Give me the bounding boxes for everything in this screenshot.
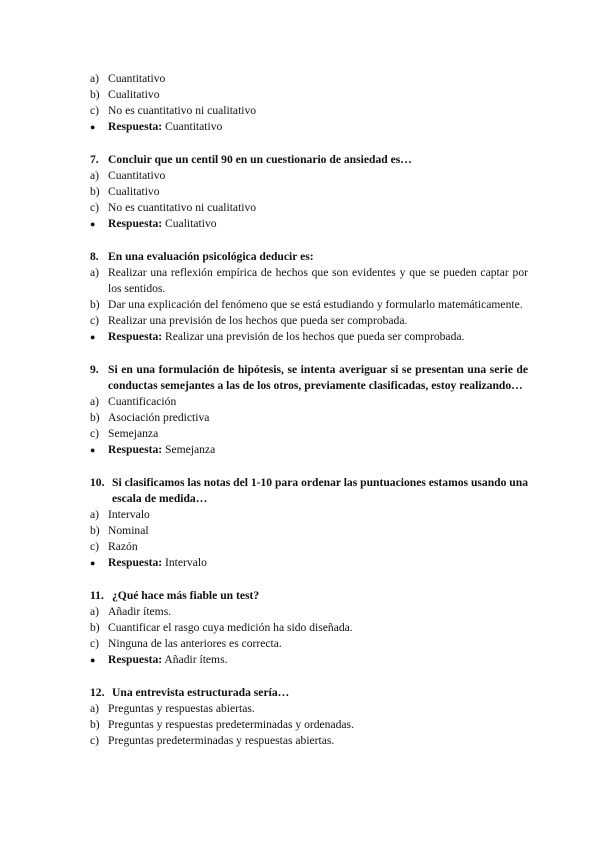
bullet-icon: ●: [90, 122, 96, 132]
option-text: Dar una explicación del fenómeno que se está estudiando y formularlo matemáticamente.: [108, 298, 523, 311]
answer-line: [90, 329, 528, 345]
option-text: Preguntas predeterminadas y respuestas abiertas.: [108, 734, 335, 747]
option-text: Realizar una previsión de los hechos que pueda ser comprobada.: [108, 314, 408, 327]
option-item: [90, 168, 528, 184]
option-item: [90, 410, 528, 426]
question-block: [90, 588, 528, 668]
option-text: Cualitativo: [108, 185, 160, 198]
option-text: Cuantitativo: [108, 72, 166, 85]
question-text: ¿Qué hace más fiable un test?: [112, 589, 260, 602]
question-block: [90, 362, 528, 458]
option-letter: a): [90, 395, 100, 408]
option-letter: a): [90, 508, 100, 521]
option-text: Preguntas y respuestas abiertas.: [108, 702, 255, 715]
answer-value: Cuantitativo: [165, 120, 223, 133]
question-block: [90, 152, 528, 232]
option-letter: a): [90, 702, 100, 715]
option-item: [90, 200, 528, 216]
question-text: En una evaluación psicológica deducir es:: [108, 250, 314, 263]
bullet-icon: ●: [90, 332, 96, 342]
option-item: [90, 426, 528, 442]
option-letter: c): [90, 734, 100, 747]
option-text: Cualitativo: [108, 88, 160, 101]
option-text: Semejanza: [108, 427, 159, 440]
answer-label: Respuesta:: [108, 120, 163, 133]
option-text: No es cuantitativo ni cualitativo: [108, 104, 257, 117]
bullet-icon: ●: [90, 558, 96, 568]
question-title: [90, 475, 528, 507]
answer-line: [90, 119, 528, 135]
question-title: [90, 685, 528, 701]
question-text: Si en una formulación de hipótesis, se intenta averiguar si se presentan una serie de conductas semejantes a las de los otros, previamente clasificadas, estoy realizando…: [108, 363, 528, 392]
option-item: [90, 717, 528, 733]
question-number: 10.: [90, 476, 105, 489]
option-letter: a): [90, 266, 100, 279]
question-list: [90, 71, 528, 766]
option-item: [90, 507, 528, 523]
option-text: Nominal: [108, 524, 149, 537]
question-title: [90, 362, 528, 394]
option-item: [90, 523, 528, 539]
answer-value: Cualitativo: [165, 217, 217, 230]
option-text: Cuantitativo: [108, 169, 166, 182]
option-letter: b): [90, 411, 100, 424]
option-text: Intervalo: [108, 508, 150, 521]
option-letter: c): [90, 104, 100, 117]
option-item: [90, 604, 528, 620]
option-text: No es cuantitativo ni cualitativo: [108, 201, 257, 214]
option-item: [90, 539, 528, 555]
answer-label: Respuesta:: [108, 556, 163, 569]
option-letter: b): [90, 621, 100, 634]
option-text: Asociación predictiva: [108, 411, 210, 424]
bullet-icon: ●: [90, 445, 96, 455]
option-item: [90, 636, 528, 652]
option-item: [90, 297, 528, 313]
answer-value: Intervalo: [165, 556, 207, 569]
question-block: [90, 249, 528, 345]
option-item: [90, 620, 528, 636]
answer-value: Semejanza: [165, 443, 216, 456]
question-number: 8.: [90, 250, 99, 263]
question-number: 12.: [90, 686, 105, 699]
option-letter: b): [90, 298, 100, 311]
option-item: [90, 313, 528, 329]
option-text: Realizar una reflexión empírica de hechos que son evidentes y que se pueden captar por los sentidos.: [108, 266, 528, 295]
question-title: [90, 249, 528, 265]
answer-line: [90, 652, 528, 668]
question-block: [90, 475, 528, 571]
option-text: Ninguna de las anteriores es correcta.: [108, 637, 282, 650]
option-text: Razón: [108, 540, 138, 553]
option-letter: c): [90, 201, 100, 214]
option-item: [90, 701, 528, 717]
question-number: 7.: [90, 153, 99, 166]
question-number: 9.: [90, 363, 99, 376]
answer-label: Respuesta:: [108, 330, 163, 343]
question-text: Una entrevista estructurada sería…: [112, 686, 290, 699]
option-letter: b): [90, 524, 100, 537]
bullet-icon: ●: [90, 655, 96, 665]
option-letter: b): [90, 185, 100, 198]
answer-value: Añadir ítems.: [164, 653, 228, 666]
option-item: [90, 184, 528, 200]
answer-label: Respuesta:: [108, 217, 163, 230]
option-letter: c): [90, 427, 100, 440]
option-item: [90, 394, 528, 410]
option-text: Cuantificar el rasgo cuya medición ha sido diseñada.: [108, 621, 353, 634]
question-block: [90, 71, 528, 135]
question-title: [90, 588, 528, 604]
question-text: Si clasificamos las notas del 1-10 para ordenar las puntuaciones estamos usando una escala de medida…: [112, 476, 528, 505]
bullet-icon: ●: [90, 219, 96, 229]
option-letter: a): [90, 72, 100, 85]
option-letter: a): [90, 169, 100, 182]
question-block: [90, 685, 528, 749]
answer-label: Respuesta:: [108, 653, 163, 666]
question-text: Concluir que un centil 90 en un cuestionario de ansiedad es…: [108, 153, 412, 166]
answer-line: [90, 555, 528, 571]
question-title: [90, 152, 528, 168]
question-number: 11.: [90, 589, 104, 602]
answer-value: Realizar una previsión de los hechos que pueda ser comprobada.: [165, 330, 465, 343]
option-item: [90, 87, 528, 103]
option-letter: b): [90, 88, 100, 101]
answer-label: Respuesta:: [108, 443, 163, 456]
option-letter: c): [90, 540, 100, 553]
option-letter: a): [90, 605, 100, 618]
answer-line: [90, 442, 528, 458]
answer-line: [90, 216, 528, 232]
option-text: Añadir ítems.: [108, 605, 172, 618]
option-item: [90, 103, 528, 119]
option-letter: c): [90, 314, 100, 327]
option-letter: b): [90, 718, 100, 731]
option-text: Cuantificación: [108, 395, 177, 408]
option-text: Preguntas y respuestas predeterminadas y ordenadas.: [108, 718, 354, 731]
option-item: [90, 265, 528, 297]
option-letter: c): [90, 637, 100, 650]
option-item: [90, 733, 528, 749]
option-item: [90, 71, 528, 87]
